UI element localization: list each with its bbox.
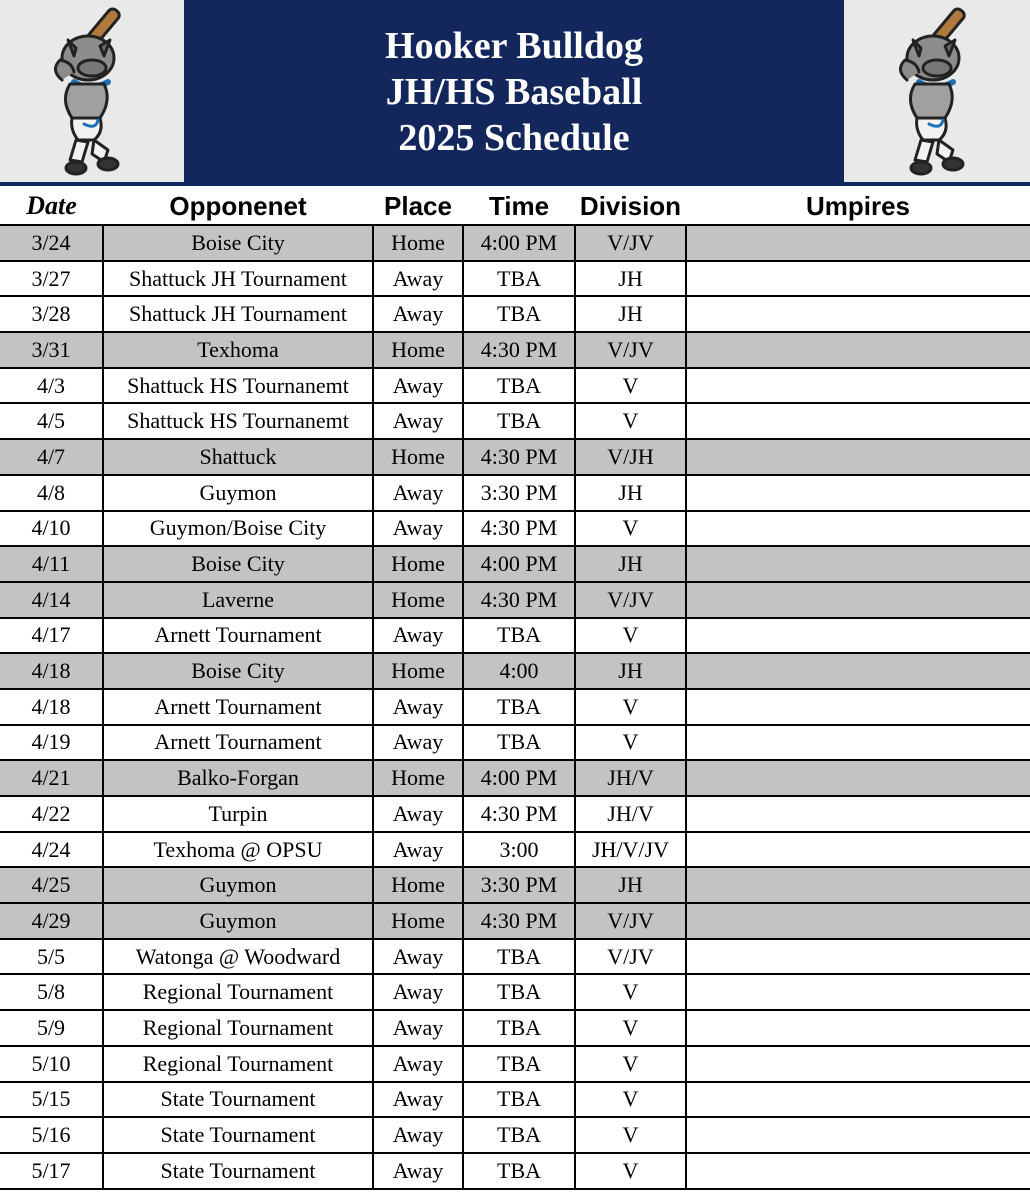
cell-date: 4/18 [0, 689, 103, 725]
cell-opponent: Shattuck HS Tournanemt [103, 368, 373, 404]
cell-time: 4:00 PM [463, 546, 575, 582]
table-row [0, 261, 1030, 297]
cell-division: V [575, 1010, 686, 1046]
cell-place: Away [373, 832, 463, 868]
cell-umpires [686, 618, 1030, 654]
cell-opponent: State Tournament [103, 1117, 373, 1153]
cell-division: JH [575, 867, 686, 903]
cell-time: 4:30 PM [463, 332, 575, 368]
cell-date: 4/3 [0, 368, 103, 404]
title-line-team: Hooker Bulldog [385, 25, 643, 67]
cell-time: TBA [463, 939, 575, 975]
table-row [0, 903, 1030, 939]
cell-time: TBA [463, 368, 575, 404]
cell-date: 5/17 [0, 1153, 103, 1189]
cell-date: 4/22 [0, 796, 103, 832]
cell-time: TBA [463, 618, 575, 654]
cell-umpires [686, 368, 1030, 404]
cell-division: V [575, 1153, 686, 1189]
cell-opponent: Watonga @ Woodward [103, 939, 373, 975]
cell-opponent: Guymon [103, 867, 373, 903]
cell-place: Away [373, 1153, 463, 1189]
cell-time: TBA [463, 261, 575, 297]
cell-date: 3/28 [0, 296, 103, 332]
cell-place: Away [373, 974, 463, 1010]
table-row [0, 939, 1030, 975]
cell-umpires [686, 725, 1030, 761]
cell-place: Away [373, 618, 463, 654]
cell-date: 4/21 [0, 760, 103, 796]
cell-division: JH [575, 261, 686, 297]
cell-opponent: Arnett Tournament [103, 725, 373, 761]
table-row [0, 225, 1030, 261]
cell-division: V/JV [575, 332, 686, 368]
cell-division: V [575, 618, 686, 654]
cell-time: TBA [463, 1117, 575, 1153]
cell-umpires [686, 1046, 1030, 1082]
cell-umpires [686, 760, 1030, 796]
cell-division: V/JV [575, 582, 686, 618]
cell-opponent: Guymon [103, 903, 373, 939]
cell-division: JH/V/JV [575, 832, 686, 868]
column-header-place: Place [373, 188, 463, 225]
cell-opponent: Guymon/Boise City [103, 511, 373, 547]
cell-place: Away [373, 261, 463, 297]
cell-place: Away [373, 1010, 463, 1046]
cell-place: Home [373, 332, 463, 368]
cell-division: JH/V [575, 760, 686, 796]
cell-place: Away [373, 689, 463, 725]
cell-date: 4/24 [0, 832, 103, 868]
cell-umpires [686, 796, 1030, 832]
table-row [0, 368, 1030, 404]
table-row [0, 974, 1030, 1010]
cell-opponent: Regional Tournament [103, 1046, 373, 1082]
cell-umpires [686, 475, 1030, 511]
cell-division: V [575, 974, 686, 1010]
cell-place: Home [373, 867, 463, 903]
cell-division: V/JH [575, 439, 686, 475]
table-row [0, 1082, 1030, 1118]
table-row [0, 582, 1030, 618]
title-line-year: 2025 Schedule [398, 117, 630, 159]
cell-umpires [686, 296, 1030, 332]
cell-date: 5/9 [0, 1010, 103, 1046]
cell-time: TBA [463, 1082, 575, 1118]
cell-umpires [686, 1010, 1030, 1046]
cell-place: Away [373, 939, 463, 975]
column-header-time: Time [463, 188, 575, 225]
table-row [0, 296, 1030, 332]
cell-opponent: Boise City [103, 653, 373, 689]
cell-opponent: Shattuck JH Tournament [103, 296, 373, 332]
cell-opponent: Regional Tournament [103, 974, 373, 1010]
cell-opponent: Guymon [103, 475, 373, 511]
cell-place: Away [373, 1082, 463, 1118]
cell-date: 4/11 [0, 546, 103, 582]
cell-division: JH [575, 653, 686, 689]
cell-place: Away [373, 1117, 463, 1153]
column-header-opponent: Opponenet [103, 188, 373, 225]
cell-time: 3:30 PM [463, 475, 575, 511]
cell-time: 4:30 PM [463, 903, 575, 939]
cell-division: V [575, 403, 686, 439]
cell-division: V [575, 1117, 686, 1153]
cell-umpires [686, 903, 1030, 939]
cell-opponent: Regional Tournament [103, 1010, 373, 1046]
cell-place: Away [373, 296, 463, 332]
cell-place: Away [373, 796, 463, 832]
cell-opponent: Laverne [103, 582, 373, 618]
cell-opponent: Boise City [103, 225, 373, 261]
table-row [0, 475, 1030, 511]
schedule-table [0, 188, 1030, 1190]
column-header-umpires: Umpires [686, 188, 1030, 225]
cell-place: Away [373, 511, 463, 547]
table-header-row [0, 188, 1030, 225]
cell-time: 4:30 PM [463, 439, 575, 475]
cell-division: JH [575, 475, 686, 511]
cell-umpires [686, 832, 1030, 868]
table-row [0, 867, 1030, 903]
schedule-title [184, 0, 844, 184]
table-row [0, 725, 1030, 761]
cell-time: TBA [463, 974, 575, 1010]
cell-date: 4/25 [0, 867, 103, 903]
cell-place: Home [373, 760, 463, 796]
cell-date: 3/24 [0, 225, 103, 261]
cell-time: 4:00 PM [463, 225, 575, 261]
cell-date: 3/31 [0, 332, 103, 368]
cell-opponent: Balko-Forgan [103, 760, 373, 796]
cell-opponent: Boise City [103, 546, 373, 582]
cell-division: V [575, 368, 686, 404]
cell-time: TBA [463, 689, 575, 725]
cell-date: 4/10 [0, 511, 103, 547]
table-row [0, 1046, 1030, 1082]
cell-date: 4/29 [0, 903, 103, 939]
cell-date: 4/5 [0, 403, 103, 439]
cell-umpires [686, 974, 1030, 1010]
cell-opponent: Turpin [103, 796, 373, 832]
cell-place: Away [373, 368, 463, 404]
cell-umpires [686, 1117, 1030, 1153]
table-row [0, 403, 1030, 439]
cell-opponent: Shattuck [103, 439, 373, 475]
cell-division: V [575, 1046, 686, 1082]
cell-place: Away [373, 1046, 463, 1082]
schedule-header [0, 0, 1030, 186]
column-header-date: Date [0, 188, 103, 225]
cell-umpires [686, 867, 1030, 903]
table-row [0, 618, 1030, 654]
cell-place: Away [373, 475, 463, 511]
cell-place: Home [373, 546, 463, 582]
cell-division: V [575, 725, 686, 761]
cell-umpires [686, 511, 1030, 547]
bulldog-batter-icon [844, 0, 1030, 182]
cell-time: 4:00 PM [463, 760, 575, 796]
cell-umpires [686, 1153, 1030, 1189]
cell-opponent: Shattuck JH Tournament [103, 261, 373, 297]
column-header-division: Division [575, 188, 686, 225]
cell-time: TBA [463, 296, 575, 332]
table-row [0, 1010, 1030, 1046]
cell-opponent: Arnett Tournament [103, 689, 373, 725]
cell-date: 5/16 [0, 1117, 103, 1153]
cell-opponent: State Tournament [103, 1082, 373, 1118]
cell-place: Home [373, 582, 463, 618]
cell-division: V [575, 689, 686, 725]
cell-division: V/JV [575, 903, 686, 939]
cell-umpires [686, 225, 1030, 261]
cell-opponent: Texhoma @ OPSU [103, 832, 373, 868]
cell-place: Away [373, 725, 463, 761]
cell-date: 4/17 [0, 618, 103, 654]
cell-umpires [686, 332, 1030, 368]
logo-right [844, 0, 1030, 182]
cell-division: V [575, 511, 686, 547]
cell-time: 4:30 PM [463, 582, 575, 618]
cell-time: TBA [463, 725, 575, 761]
cell-umpires [686, 261, 1030, 297]
cell-umpires [686, 546, 1030, 582]
cell-date: 4/8 [0, 475, 103, 511]
table-row [0, 1153, 1030, 1189]
cell-division: V/JV [575, 225, 686, 261]
table-row [0, 760, 1030, 796]
cell-date: 5/5 [0, 939, 103, 975]
table-row [0, 546, 1030, 582]
cell-umpires [686, 1082, 1030, 1118]
cell-time: 4:30 PM [463, 796, 575, 832]
bulldog-batter-icon [0, 0, 184, 182]
table-row [0, 439, 1030, 475]
cell-date: 4/19 [0, 725, 103, 761]
table-row [0, 1117, 1030, 1153]
cell-date: 5/10 [0, 1046, 103, 1082]
cell-umpires [686, 439, 1030, 475]
cell-time: 4:30 PM [463, 511, 575, 547]
table-row [0, 796, 1030, 832]
cell-umpires [686, 689, 1030, 725]
cell-place: Home [373, 903, 463, 939]
table-row [0, 653, 1030, 689]
cell-division: JH [575, 296, 686, 332]
cell-opponent: Texhoma [103, 332, 373, 368]
cell-place: Home [373, 225, 463, 261]
cell-opponent: State Tournament [103, 1153, 373, 1189]
cell-time: 3:30 PM [463, 867, 575, 903]
cell-division: JH [575, 546, 686, 582]
cell-date: 5/8 [0, 974, 103, 1010]
table-row [0, 511, 1030, 547]
cell-place: Home [373, 439, 463, 475]
cell-umpires [686, 939, 1030, 975]
cell-time: TBA [463, 403, 575, 439]
cell-time: 3:00 [463, 832, 575, 868]
cell-opponent: Shattuck HS Tournanemt [103, 403, 373, 439]
schedule-body [0, 225, 1030, 1189]
cell-date: 5/15 [0, 1082, 103, 1118]
cell-division: V [575, 1082, 686, 1118]
cell-opponent: Arnett Tournament [103, 618, 373, 654]
cell-umpires [686, 403, 1030, 439]
cell-umpires [686, 653, 1030, 689]
cell-date: 4/14 [0, 582, 103, 618]
cell-time: TBA [463, 1010, 575, 1046]
header-divider [0, 182, 1030, 186]
title-line-sport: JH/HS Baseball [385, 71, 643, 113]
cell-date: 3/27 [0, 261, 103, 297]
cell-place: Home [373, 653, 463, 689]
cell-date: 4/18 [0, 653, 103, 689]
table-row [0, 832, 1030, 868]
cell-time: TBA [463, 1153, 575, 1189]
cell-division: V/JV [575, 939, 686, 975]
cell-date: 4/7 [0, 439, 103, 475]
cell-umpires [686, 582, 1030, 618]
cell-place: Away [373, 403, 463, 439]
cell-time: TBA [463, 1046, 575, 1082]
logo-left [0, 0, 184, 182]
table-row [0, 689, 1030, 725]
cell-time: 4:00 [463, 653, 575, 689]
cell-division: JH/V [575, 796, 686, 832]
table-row [0, 332, 1030, 368]
